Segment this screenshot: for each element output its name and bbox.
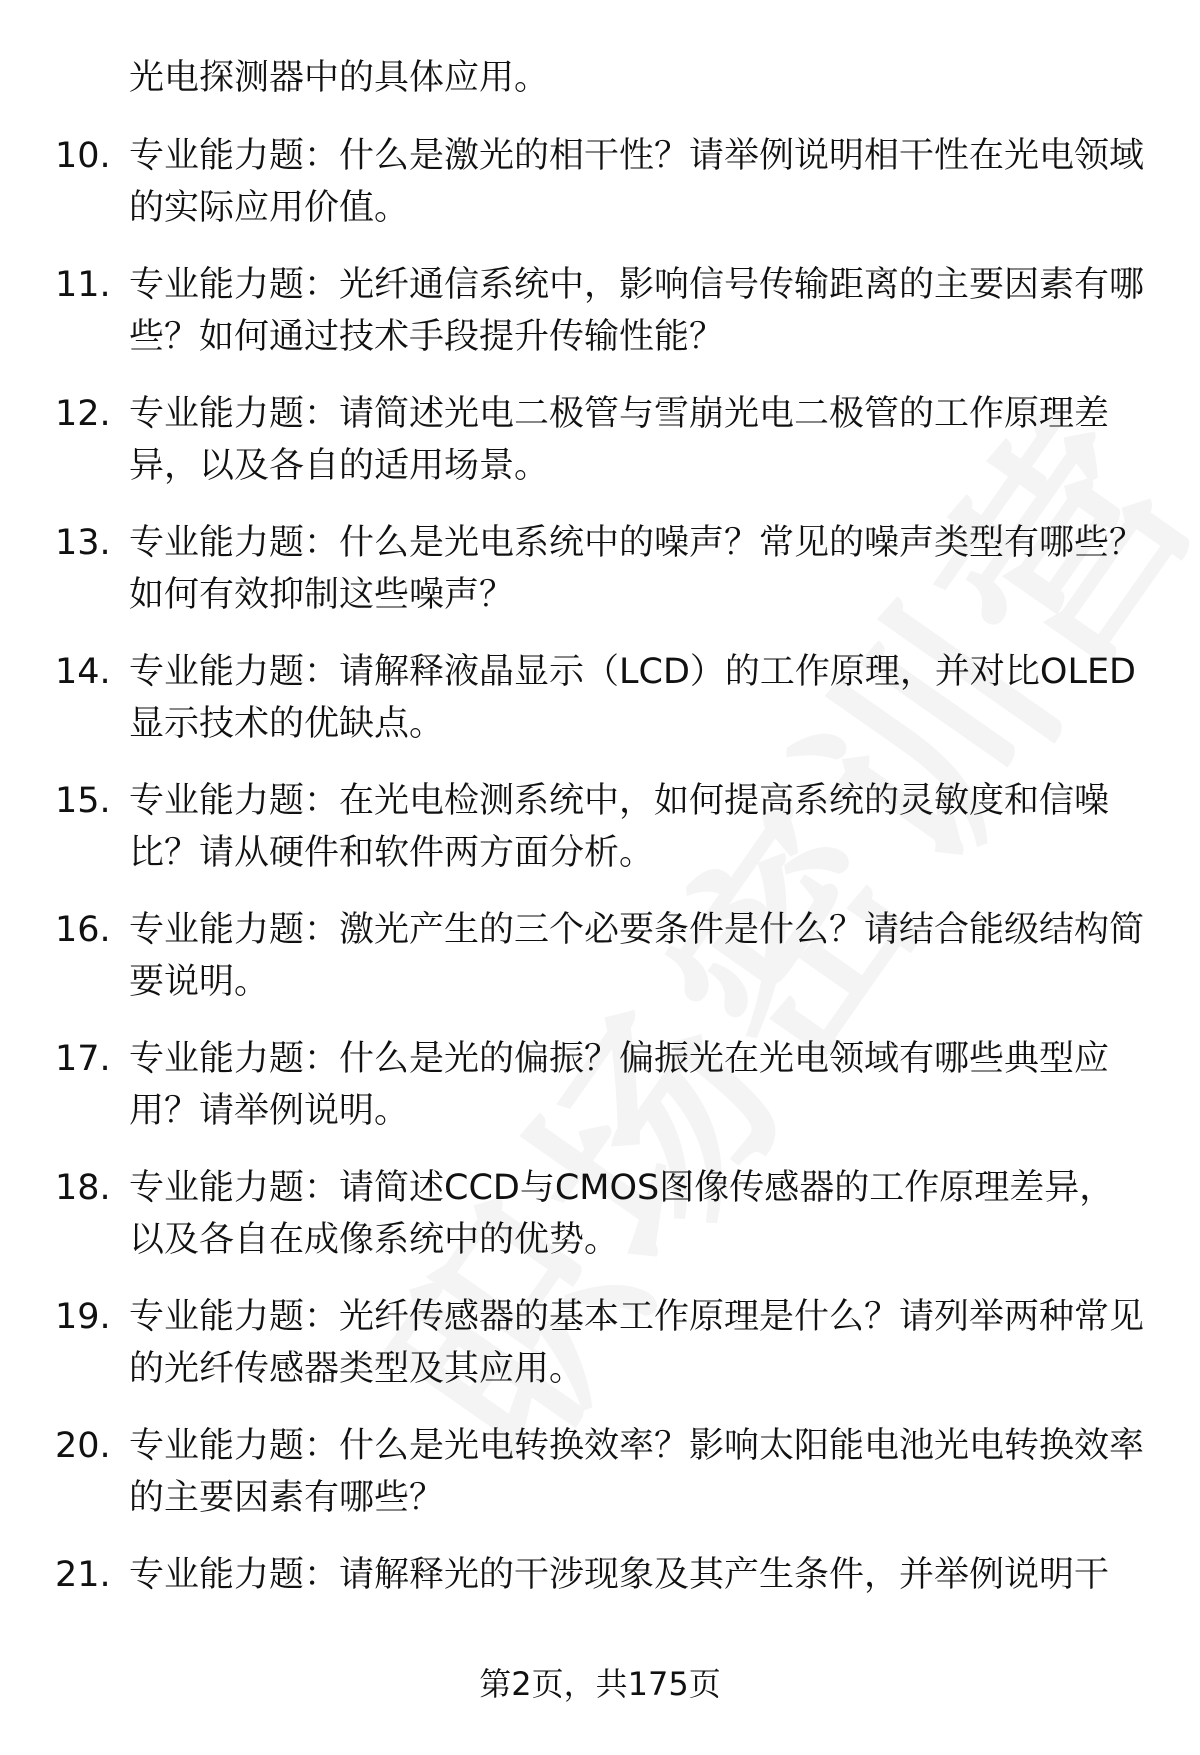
item-text: 专业能力题：什么是光电转换效率？影响太阳能电池光电转换效率的主要因素有哪些？: [129, 1426, 1145, 1518]
item-number: 14.: [55, 652, 111, 692]
continued-text: 光电探测器中的具体应用。: [129, 58, 550, 98]
page-footer: 第2页，共175页: [479, 1665, 721, 1703]
item-number: 15.: [55, 781, 111, 821]
list-item: [55, 775, 1155, 879]
item-number: 21.: [55, 1555, 111, 1595]
item-number: 13.: [55, 523, 111, 563]
list-item: [55, 1549, 1155, 1601]
item-text: 专业能力题：请解释液晶显示（LCD）的工作原理，并对比OLED显示技术的优缺点。: [129, 652, 1137, 744]
list-item: [55, 517, 1155, 621]
item-text: 专业能力题：激光产生的三个必要条件是什么？请结合能级结构简要说明。: [129, 910, 1145, 1002]
list-item: [55, 1162, 1155, 1266]
question-list: [55, 52, 1155, 1626]
list-item: [55, 1291, 1155, 1395]
list-item: [55, 1420, 1155, 1524]
item-number: 20.: [55, 1426, 111, 1466]
list-item: [55, 1033, 1155, 1137]
list-item: [55, 388, 1155, 492]
item-number: 12.: [55, 394, 111, 434]
item-number: 10.: [55, 136, 111, 176]
item-text: 专业能力题：请简述CCD与CMOS图像传感器的工作原理差异，以及各自在成像系统中的优势。: [129, 1168, 1115, 1260]
item-text: 专业能力题：请简述光电二极管与雪崩光电二极管的工作原理差异，以及各自的适用场景。: [129, 394, 1110, 486]
item-number: 11.: [55, 265, 111, 305]
list-item: [55, 130, 1155, 234]
item-text: 专业能力题：什么是激光的相干性？请举例说明相干性在光电领域的实际应用价值。: [129, 136, 1145, 228]
list-item: [55, 904, 1155, 1008]
item-text: 专业能力题：什么是光的偏振？偏振光在光电领域有哪些典型应用？请举例说明。: [129, 1039, 1110, 1131]
list-item: [55, 259, 1155, 363]
item-text: 专业能力题：请解释光的干涉现象及其产生条件，并举例说明干: [129, 1555, 1110, 1595]
item-number: 17.: [55, 1039, 111, 1079]
item-number: 19.: [55, 1297, 111, 1337]
item-number: 18.: [55, 1168, 111, 1208]
item-text: 专业能力题：什么是光电系统中的噪声？常见的噪声类型有哪些？如何有效抑制这些噪声？: [129, 523, 1145, 615]
item-text: 专业能力题：光纤通信系统中，影响信号传输距离的主要因素有哪些？如何通过技术手段提升传输性能？: [129, 265, 1145, 357]
list-item: [55, 646, 1155, 750]
item-number: 16.: [55, 910, 111, 950]
item-text: 专业能力题：在光电检测系统中，如何提高系统的灵敏度和信噪比？请从硬件和软件两方面分析。: [129, 781, 1110, 873]
item-text: 专业能力题：光纤传感器的基本工作原理是什么？请列举两种常见的光纤传感器类型及其应用。: [129, 1297, 1145, 1389]
